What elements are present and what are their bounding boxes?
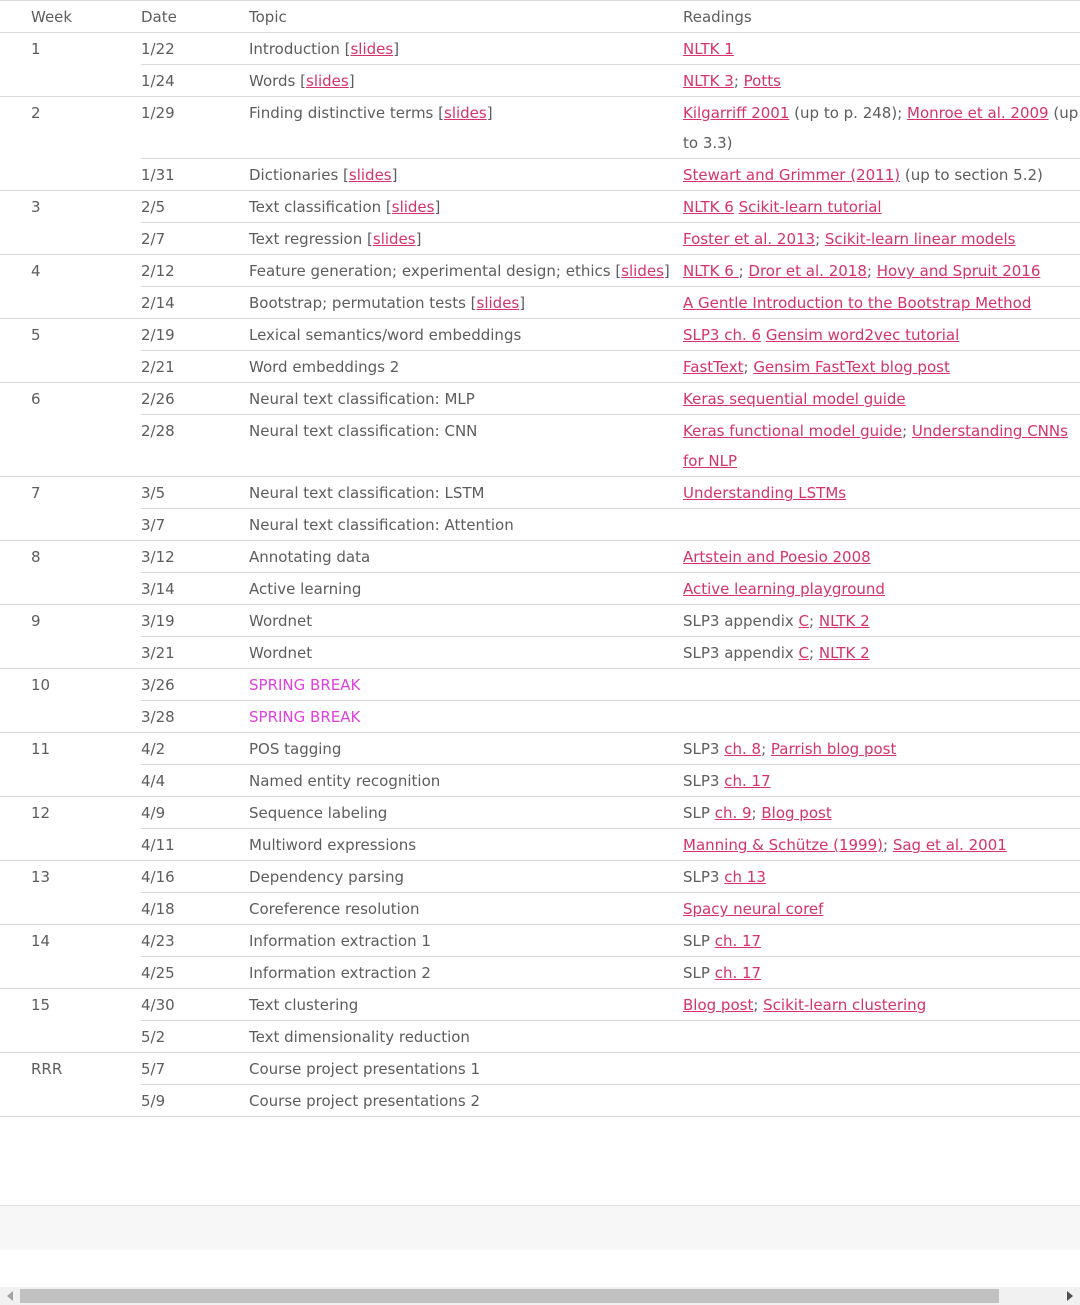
- reading-link[interactable]: Spacy neural coref: [683, 900, 824, 918]
- topic-cell: [249, 605, 683, 637]
- table-row: [0, 351, 1080, 383]
- readings-cell: [683, 1085, 1080, 1117]
- reading-text: SLP3: [683, 772, 725, 790]
- topic-cell: [249, 1021, 683, 1053]
- readings-cell: [683, 191, 1080, 223]
- scrollbar-thumb[interactable]: [20, 1289, 999, 1303]
- readings-cell: [683, 605, 1080, 637]
- table-row: [0, 541, 1080, 573]
- slides-link[interactable]: slides: [621, 262, 664, 280]
- topic-text: Course project presentations 2: [249, 1092, 481, 1110]
- topic-cell: Text regression [slides]: [249, 223, 683, 255]
- topic-text: Bootstrap; permutation tests: [249, 294, 466, 312]
- reading-text: ;: [902, 422, 912, 440]
- reading-text: ;: [883, 836, 893, 854]
- readings-cell: [683, 319, 1080, 351]
- table-row: [0, 669, 1080, 701]
- topic-text: SPRING BREAK: [249, 676, 361, 694]
- date-cell: 4/30: [141, 989, 249, 1021]
- reading-link[interactable]: A Gentle Introduction to the Bootstrap Method: [683, 294, 1032, 312]
- readings-cell: [683, 65, 1080, 97]
- week-cell: [0, 893, 141, 925]
- table-row: [0, 1085, 1080, 1117]
- reading-link[interactable]: Understanding LSTMs: [683, 484, 847, 502]
- table-row: [0, 605, 1080, 637]
- topic-cell: [249, 541, 683, 573]
- readings-cell: [683, 255, 1080, 287]
- date-cell: 5/9: [141, 1085, 249, 1117]
- table-row: [0, 383, 1080, 415]
- readings-cell: [683, 159, 1080, 191]
- date-cell: 3/14: [141, 573, 249, 605]
- readings-cell: [683, 383, 1080, 415]
- readings-cell: [683, 415, 1080, 477]
- reading-text: SLP3 appendix: [683, 644, 799, 662]
- readings-cell: [683, 957, 1080, 989]
- readings-cell: [683, 477, 1080, 509]
- topic-text: Text classification: [249, 198, 382, 216]
- reading-link[interactable]: Sag et al. 2001: [892, 836, 1007, 854]
- readings-cell: [683, 509, 1080, 541]
- reading-link[interactable]: Artstein and Poesio 2008: [683, 548, 871, 566]
- topic-text: Text regression: [249, 230, 363, 248]
- reading-link[interactable]: Blog post: [683, 996, 754, 1014]
- topic-cell: Bootstrap; permutation tests [slides]: [249, 287, 683, 319]
- week-cell: 13: [0, 861, 141, 893]
- topic-text: Neural text classification: Attention: [249, 516, 514, 534]
- date-cell: 1/31: [141, 159, 249, 191]
- week-cell: [0, 765, 141, 797]
- table-row: [0, 957, 1080, 989]
- readings-cell: [683, 97, 1080, 159]
- week-cell: 1: [0, 33, 141, 65]
- topic-text: Information extraction 2: [249, 964, 431, 982]
- topic-cell: Feature generation; experimental design; ethics [slides]: [249, 255, 683, 287]
- week-cell: 3: [0, 191, 141, 223]
- readings-cell: [683, 893, 1080, 925]
- date-cell: 3/26: [141, 669, 249, 701]
- week-cell: 6: [0, 383, 141, 415]
- topic-cell: [249, 477, 683, 509]
- week-cell: 5: [0, 319, 141, 351]
- reading-text: (up to section 5.2): [900, 166, 1043, 184]
- date-cell: 4/16: [141, 861, 249, 893]
- topic-cell: [249, 861, 683, 893]
- reading-text: (up to 3.3): [683, 104, 1079, 152]
- table-row: [0, 701, 1080, 733]
- topic-text: Wordnet: [249, 644, 313, 662]
- topic-cell: Text classification [slides]: [249, 191, 683, 223]
- topic-cell: [249, 573, 683, 605]
- reading-text: SLP: [683, 932, 715, 950]
- topic-cell: Introduction [slides]: [249, 33, 683, 65]
- table-row: [0, 765, 1080, 797]
- table-row: [0, 477, 1080, 509]
- date-cell: 2/5: [141, 191, 249, 223]
- reading-link[interactable]: Active learning playground: [683, 580, 885, 598]
- topic-cell: [249, 701, 683, 733]
- date-cell: 3/5: [141, 477, 249, 509]
- reading-text: (up to p. 248);: [789, 104, 908, 122]
- reading-text: SLP3: [683, 868, 725, 886]
- slides-link[interactable]: slides: [350, 40, 394, 58]
- date-cell: 4/25: [141, 957, 249, 989]
- readings-cell: [683, 733, 1080, 765]
- topic-cell: Finding distinctive terms [slides]: [249, 97, 683, 159]
- readings-cell: [683, 541, 1080, 573]
- date-cell: 2/12: [141, 255, 249, 287]
- topic-text: Text clustering: [249, 996, 359, 1014]
- topic-cell: [249, 733, 683, 765]
- readings-cell: [683, 1021, 1080, 1053]
- topic-text: Feature generation; experimental design; ethics: [249, 262, 611, 280]
- topic-text: POS tagging: [249, 740, 342, 758]
- week-cell: 14: [0, 925, 141, 957]
- slides-link[interactable]: slides: [444, 104, 487, 122]
- date-cell: 4/4: [141, 765, 249, 797]
- header-row: [0, 1, 1080, 33]
- week-cell: 10: [0, 669, 141, 701]
- table-row: [0, 733, 1080, 765]
- reading-link[interactable]: C: [798, 612, 810, 630]
- topic-cell: [249, 797, 683, 829]
- week-cell: [0, 637, 141, 669]
- topic-text: Word embeddings 2: [249, 358, 400, 376]
- topic-text: Words: [249, 72, 296, 90]
- week-cell: [0, 159, 141, 191]
- topic-cell: [249, 989, 683, 1021]
- reading-link[interactable]: ch. 17: [724, 772, 771, 790]
- reading-link[interactable]: NLTK 3: [683, 72, 734, 90]
- reading-link[interactable]: FastText: [683, 358, 744, 376]
- date-cell: 3/28: [141, 701, 249, 733]
- topic-text: Neural text classification: CNN: [249, 422, 478, 440]
- date-cell: 4/9: [141, 797, 249, 829]
- table-row: [0, 191, 1080, 223]
- reading-link[interactable]: SLP3 ch. 6: [683, 326, 762, 344]
- date-cell: 4/23: [141, 925, 249, 957]
- week-cell: 15: [0, 989, 141, 1021]
- date-cell: 2/21: [141, 351, 249, 383]
- readings-cell: [683, 829, 1080, 861]
- week-cell: 8: [0, 541, 141, 573]
- reading-link[interactable]: Scikit-learn tutorial: [738, 198, 882, 216]
- topic-cell: Dictionaries [slides]: [249, 159, 683, 191]
- reading-link[interactable]: NLTK 1: [683, 40, 734, 58]
- horizontal-scrollbar[interactable]: [0, 1287, 1080, 1305]
- topic-cell: [249, 1085, 683, 1117]
- reading-text: SLP: [683, 964, 715, 982]
- reading-link[interactable]: C: [798, 644, 810, 662]
- reading-text: ;: [751, 804, 762, 822]
- week-cell: 12: [0, 797, 141, 829]
- readings-cell: [683, 861, 1080, 893]
- topic-text: Neural text classification: LSTM: [249, 484, 485, 502]
- topic-text: Neural text classification: MLP: [249, 390, 475, 408]
- topic-cell: [249, 765, 683, 797]
- week-cell: [0, 957, 141, 989]
- date-cell: 5/7: [141, 1053, 249, 1085]
- date-cell: 2/28: [141, 415, 249, 477]
- header-topic: Topic: [249, 1, 683, 33]
- date-cell: 3/19: [141, 605, 249, 637]
- table-row: [0, 1053, 1080, 1085]
- table-row: [0, 509, 1080, 541]
- reading-link[interactable]: ch 13: [724, 868, 766, 886]
- topic-text: Wordnet: [249, 612, 313, 630]
- topic-text: Introduction: [249, 40, 340, 58]
- reading-link[interactable]: Stewart and Grimmer (2011): [683, 166, 901, 184]
- table-row: [0, 893, 1080, 925]
- date-cell: 4/2: [141, 733, 249, 765]
- date-cell: 3/21: [141, 637, 249, 669]
- week-cell: 9: [0, 605, 141, 637]
- reading-link[interactable]: Scikit-learn clustering: [763, 996, 927, 1014]
- table-row: [0, 255, 1080, 287]
- table-row: [0, 925, 1080, 957]
- topic-text: Lexical semantics/word embeddings: [249, 326, 522, 344]
- reading-link[interactable]: Understanding CNNs for NLP: [683, 422, 1068, 470]
- table-row: [0, 415, 1080, 477]
- reading-text: ;: [743, 358, 754, 376]
- topic-text: Text dimensionality reduction: [249, 1028, 470, 1046]
- readings-cell: [683, 573, 1080, 605]
- scroll-right-arrow-icon[interactable]: [1067, 1291, 1073, 1301]
- date-cell: 4/18: [141, 893, 249, 925]
- readings-cell: [683, 797, 1080, 829]
- date-cell: 3/12: [141, 541, 249, 573]
- readings-cell: [683, 637, 1080, 669]
- table-row: [0, 861, 1080, 893]
- header-readings: Readings: [683, 1, 1080, 33]
- reading-link[interactable]: Scikit-learn linear models: [824, 230, 1016, 248]
- week-cell: [0, 223, 141, 255]
- date-cell: 4/11: [141, 829, 249, 861]
- slides-link[interactable]: slides: [348, 166, 392, 184]
- reading-text: ;: [866, 262, 877, 280]
- date-cell: 1/29: [141, 97, 249, 159]
- table-row: [0, 159, 1080, 191]
- reading-text: SLP: [683, 804, 715, 822]
- reading-link[interactable]: Blog post: [761, 804, 832, 822]
- readings-cell: [683, 925, 1080, 957]
- week-cell: 7: [0, 477, 141, 509]
- reading-link[interactable]: ch. 17: [714, 964, 762, 982]
- date-cell: 3/7: [141, 509, 249, 541]
- date-cell: 2/7: [141, 223, 249, 255]
- table-row: [0, 223, 1080, 255]
- reading-link[interactable]: Gensim word2vec tutorial: [765, 326, 960, 344]
- table-row: [0, 829, 1080, 861]
- readings-cell: [683, 287, 1080, 319]
- topic-cell: [249, 1053, 683, 1085]
- week-cell: [0, 415, 141, 477]
- reading-link[interactable]: Keras functional model guide: [683, 422, 903, 440]
- table-row: [0, 319, 1080, 351]
- topic-text: Coreference resolution: [249, 900, 420, 918]
- week-cell: [0, 829, 141, 861]
- slides-link[interactable]: slides: [306, 72, 349, 90]
- slides-link[interactable]: slides: [391, 198, 435, 216]
- readings-cell: [683, 669, 1080, 701]
- readings-cell: [683, 223, 1080, 255]
- reading-link[interactable]: ch. 8: [724, 740, 762, 758]
- reading-link[interactable]: Manning & Schütze (1999): [683, 836, 883, 854]
- reading-link[interactable]: Keras sequential model guide: [683, 390, 906, 408]
- reading-link[interactable]: Potts: [743, 72, 781, 90]
- readings-cell: [683, 765, 1080, 797]
- reading-text: ;: [753, 996, 764, 1014]
- topic-cell: [249, 319, 683, 351]
- reading-link[interactable]: NLTK 6: [683, 198, 734, 216]
- table-row: [0, 989, 1080, 1021]
- topic-cell: Words [slides]: [249, 65, 683, 97]
- topic-text: Active learning: [249, 580, 362, 598]
- table-row: [0, 637, 1080, 669]
- reading-text: ;: [809, 644, 819, 662]
- topic-text: Annotating data: [249, 548, 371, 566]
- schedule-body: [0, 1, 1080, 1117]
- topic-cell: [249, 509, 683, 541]
- date-cell: 2/26: [141, 383, 249, 415]
- topic-cell: [249, 383, 683, 415]
- topic-cell: [249, 415, 683, 477]
- table-row: [0, 33, 1080, 65]
- topic-text: Dictionaries: [249, 166, 339, 184]
- reading-link[interactable]: Foster et al. 2013: [683, 230, 816, 248]
- reading-text: ;: [733, 72, 744, 90]
- table-row: [0, 797, 1080, 829]
- reading-link[interactable]: Gensim FastText blog post: [753, 358, 950, 376]
- table-row: [0, 65, 1080, 97]
- topic-cell: [249, 925, 683, 957]
- week-cell: [0, 701, 141, 733]
- reading-link[interactable]: ch. 17: [714, 932, 762, 950]
- week-cell: [0, 573, 141, 605]
- reading-link[interactable]: Monroe et al. 2009: [907, 104, 1049, 122]
- reading-link[interactable]: ch. 9: [714, 804, 752, 822]
- reading-text: ;: [815, 230, 825, 248]
- topic-cell: [249, 957, 683, 989]
- date-cell: 5/2: [141, 1021, 249, 1053]
- footer-band: [0, 1205, 1080, 1250]
- topic-text: SPRING BREAK: [249, 708, 361, 726]
- reading-text: SLP3: [683, 740, 725, 758]
- date-cell: 1/22: [141, 33, 249, 65]
- topic-text: Finding distinctive terms: [249, 104, 434, 122]
- header-date: Date: [141, 1, 249, 33]
- reading-text: ;: [809, 612, 819, 630]
- reading-link[interactable]: NLTK 2: [818, 644, 870, 662]
- reading-link[interactable]: Dror et al. 2018: [748, 262, 867, 280]
- week-cell: 4: [0, 255, 141, 287]
- date-cell: 2/19: [141, 319, 249, 351]
- week-cell: [0, 1021, 141, 1053]
- topic-cell: [249, 351, 683, 383]
- topic-text: Sequence labeling: [249, 804, 388, 822]
- topic-cell: [249, 637, 683, 669]
- topic-cell: [249, 893, 683, 925]
- reading-link[interactable]: NLTK 6: [683, 262, 739, 280]
- topic-text: Multiword expressions: [249, 836, 417, 854]
- week-cell: 2: [0, 97, 141, 159]
- reading-link[interactable]: Hovy and Spruit 2016: [876, 262, 1041, 280]
- week-cell: [0, 509, 141, 541]
- topic-text: Course project presentations 1: [249, 1060, 481, 1078]
- header-week: Week: [0, 1, 141, 33]
- date-cell: 1/24: [141, 65, 249, 97]
- week-cell: [0, 1085, 141, 1117]
- reading-text: ;: [738, 262, 749, 280]
- table-row: [0, 1021, 1080, 1053]
- week-cell: RRR: [0, 1053, 141, 1085]
- week-cell: [0, 351, 141, 383]
- readings-cell: [683, 351, 1080, 383]
- topic-text: Named entity recognition: [249, 772, 441, 790]
- readings-cell: [683, 33, 1080, 65]
- reading-link[interactable]: NLTK 2: [818, 612, 870, 630]
- scroll-left-arrow-icon[interactable]: [7, 1291, 13, 1301]
- date-cell: 2/14: [141, 287, 249, 319]
- week-cell: [0, 65, 141, 97]
- readings-cell: [683, 989, 1080, 1021]
- readings-cell: [683, 1053, 1080, 1085]
- table-row: [0, 287, 1080, 319]
- reading-text: ;: [761, 740, 771, 758]
- readings-cell: [683, 701, 1080, 733]
- slides-link[interactable]: slides: [372, 230, 416, 248]
- reading-text: SLP3 appendix: [683, 612, 799, 630]
- topic-cell: [249, 669, 683, 701]
- topic-text: Dependency parsing: [249, 868, 405, 886]
- reading-link[interactable]: Kilgarriff 2001: [683, 104, 790, 122]
- table-row: [0, 97, 1080, 159]
- topic-text: Information extraction 1: [249, 932, 431, 950]
- table-row: [0, 573, 1080, 605]
- reading-link[interactable]: Parrish blog post: [770, 740, 897, 758]
- topic-cell: [249, 829, 683, 861]
- week-cell: 11: [0, 733, 141, 765]
- slides-link[interactable]: slides: [476, 294, 520, 312]
- week-cell: [0, 287, 141, 319]
